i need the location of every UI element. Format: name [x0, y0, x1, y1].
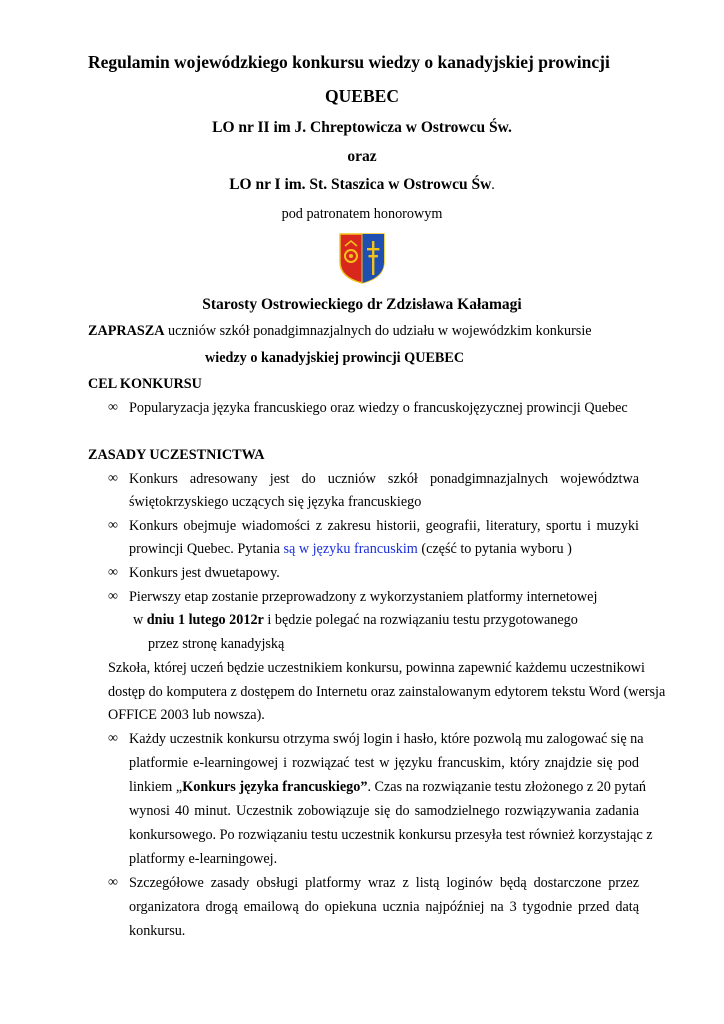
rule-2-text-b: (część to pytania wyboru )	[417, 541, 572, 557]
rule-6-line-3: konkursu.	[129, 923, 186, 939]
rule-5-line-5: konkursowego. Po rozwiązaniu testu uczestnik konkursu przesyła test również korzystając z	[129, 827, 653, 843]
rule-5-text-b: . Czas na rozwiązanie testu złożonego z 20 pytań	[367, 779, 646, 795]
rule-5-line-3	[129, 779, 646, 796]
bullet-symbol: ∞	[108, 565, 118, 580]
organizer-school-2-dot: .	[491, 177, 495, 193]
rule-1-line-2: świętokrzyskiego uczących się języka francuskiego	[129, 494, 422, 510]
organizer-school-2-name: LO nr I im. St. Staszica w Ostrowcu Św	[229, 176, 492, 193]
patron-name: Starosty Ostrowieckiego dr Zdzisława Kałamagi	[202, 296, 522, 313]
school-paragraph-line-3: OFFICE 2003 lub nowsza).	[108, 707, 265, 723]
rule-5-line-1: Każdy uczestnik konkursu otrzyma swój login i hasło, które pozwolą mu zalogować się na	[129, 731, 644, 747]
rule-4-text-b: i będzie polegać na rozwiązaniu testu przygotowanego	[263, 612, 578, 628]
document-title-quebec: QUEBEC	[325, 86, 399, 106]
goal-heading: CEL KONKURSU	[88, 376, 202, 392]
rule-2-language-note: są w języku francuskim	[283, 541, 418, 557]
bullet-symbol: ∞	[108, 518, 118, 533]
invitation-text	[88, 323, 592, 340]
school-paragraph-line-2: dostęp do komputera z dostępem do Internetu oraz zainstalowanym edytorem tekstu Word (wersja	[108, 684, 666, 700]
bullet-symbol: ∞	[108, 875, 118, 890]
rule-2-line-1: Konkurs obejmuje wiadomości z zakresu historii, geografii, literatury, sportu i muzyki	[129, 518, 639, 534]
rule-4-date: dniu 1 lutego 2012r	[146, 612, 264, 628]
rule-4-text-a: w	[133, 612, 147, 628]
rule-4-line-3: przez stronę kanadyjską	[148, 636, 285, 652]
rule-5-line-2: platformie e-learningowej i rozwiązać test w języku francuskim, który znajdzie się pod	[129, 755, 639, 771]
rule-5-line-6: platformy e-learningowej.	[129, 851, 278, 867]
invitation-body: uczniów szkół ponadgimnazjalnych do udziału w wojewódzkim konkursie	[164, 323, 592, 339]
organizer-school-2	[0, 176, 724, 194]
rule-6-line-1: Szczegółowe zasady obsługi platformy wraz z listą loginów będą dostarczone przez	[129, 875, 639, 891]
bullet-symbol: ∞	[108, 471, 118, 486]
contest-subject: wiedzy o kanadyjskiej prowincji QUEBEC	[205, 350, 465, 366]
rule-3: Konkurs jest dwuetapowy.	[129, 565, 280, 581]
rule-2-line-2	[129, 541, 572, 558]
rule-4-line-1: Pierwszy etap zostanie przeprowadzony z wykorzystaniem platformy internetowej	[129, 589, 598, 605]
bullet-symbol: ∞	[108, 400, 118, 415]
school-paragraph-line-1: Szkoła, której uczeń będzie uczestnikiem konkursu, powinna zapewnić każdemu uczestnikowi	[108, 660, 645, 676]
rule-2-text-a: prowincji Quebec. Pytania	[129, 541, 284, 557]
patronage-label: pod patronatem honorowym	[281, 206, 443, 222]
rule-5-link-name: Konkurs języka francuskiego”	[182, 779, 368, 795]
rule-1-line-1: Konkurs adresowany jest do uczniów szkół ponadgimnazjalnych województwa	[129, 471, 639, 487]
bullet-symbol: ∞	[108, 731, 118, 746]
goal-item: Popularyzacja języka francuskiego oraz wiedzy o francuskojęzycznej prowincji Quebec	[129, 400, 628, 416]
rule-4-line-2	[133, 612, 578, 629]
invitation-bold: ZAPRASZA	[88, 323, 165, 339]
organizer-conjunction: oraz	[347, 148, 377, 165]
document-title: Regulamin wojewódzkiego konkursu wiedzy o kanadyjskiej prowincji	[88, 52, 610, 72]
rule-5-text-a: linkiem „	[129, 779, 183, 795]
bullet-symbol: ∞	[108, 589, 118, 604]
rule-6-line-2: organizatora drogą emailową do opiekuna ucznia najpóźniej na 3 tygodnie przed datą	[129, 899, 639, 915]
rule-5-line-4: wynosi 40 minut. Uczestnik zobowiązuje się do samodzielnego rozwiązywania zadania	[129, 803, 639, 819]
rules-heading: ZASADY UCZESTNICTWA	[88, 447, 265, 463]
coat-of-arms-icon	[338, 232, 386, 284]
organizer-school-1: LO nr II im J. Chreptowicza w Ostrowcu Św.	[212, 119, 512, 136]
